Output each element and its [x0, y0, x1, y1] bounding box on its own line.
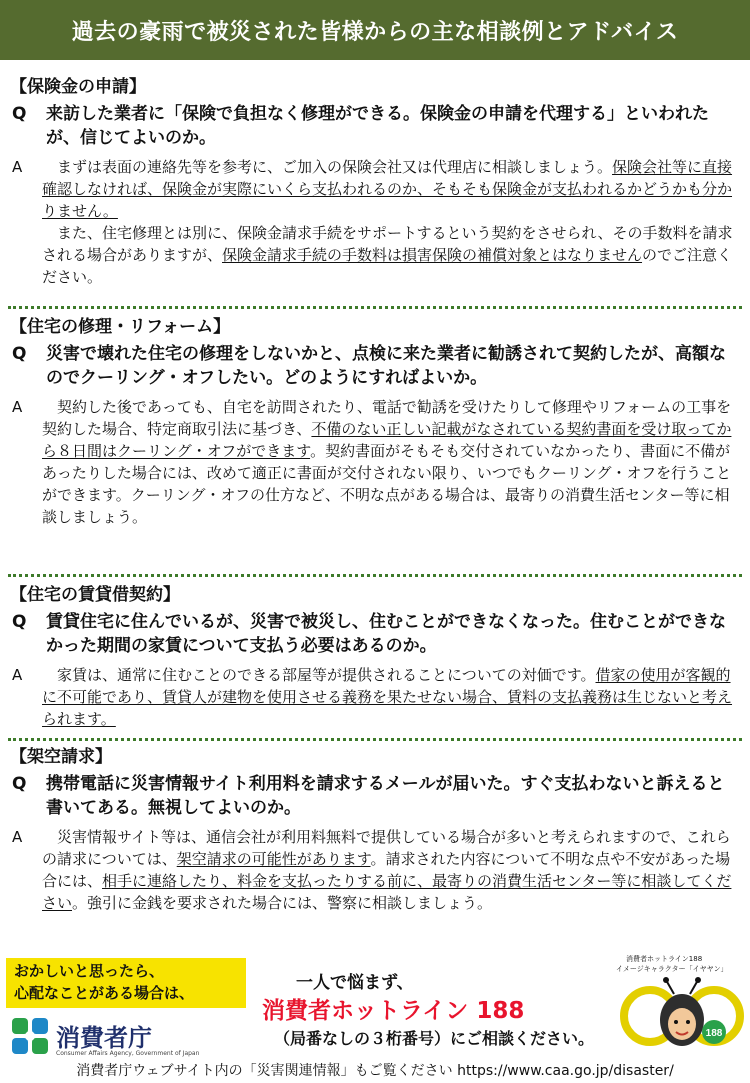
agency-english-name: Consumer Affairs Agency, Government of Japan	[56, 1050, 200, 1057]
answer-emphasis: 不備のない正しい記載がなされている契約書面を受け取ってから８日間はクーリング・オフができます	[42, 420, 732, 460]
question-mark: Q	[12, 612, 27, 632]
section-divider	[8, 574, 742, 577]
section-title: 【住宅の賃貸借契約】	[10, 585, 180, 605]
answer-text: まずは表面の連絡先等を参考に、ご加入の保険会社又は代理店に相談しましょう。	[57, 158, 613, 176]
section-title: 【架空請求】	[10, 747, 112, 767]
mascot-badge: 188	[705, 1028, 723, 1039]
mascot-character-icon	[620, 974, 744, 1056]
answer-mark: A	[12, 398, 23, 416]
agency-logo	[8, 1014, 208, 1064]
hotline-subtext: （局番なしの３桁番号）にご相談ください。	[274, 1029, 595, 1048]
footer-note: 消費者庁ウェブサイト内の「災害関連情報」もご覧ください https://www.caa.go.jp/disaster/	[76, 1063, 674, 1079]
question-text: 来訪した業者に「保険で負担なく修理ができる。保険金の申請を代理する」といわれたが、信じてよいのか。	[46, 104, 709, 148]
page-title-banner	[0, 0, 750, 60]
section-fake-billing	[10, 746, 738, 914]
section-insurance	[10, 76, 738, 288]
section-home-repair	[10, 316, 738, 528]
hotline-name: 消費者ホットライン 188	[262, 998, 525, 1024]
section-title: 【住宅の修理・リフォーム】	[10, 317, 231, 337]
answer-emphasis: 借家の使用が客観的に不可能であり、賃貸人が建物を使用させる義務を果たせない場合、賃料の支払義務は生じないと考えられます。	[42, 666, 733, 728]
answer-text: 。強引に金銭を要求された場合には、警察に相談しましょう。	[72, 894, 493, 912]
answer-text: のでご注意ください。	[42, 246, 733, 286]
section-title: 【保険金の申請】	[10, 77, 146, 97]
agency-mark-icon	[8, 1014, 52, 1058]
answer-mark: A	[12, 666, 23, 684]
mascot-caption: 消費者ホットライン188	[626, 955, 703, 963]
answer-block	[10, 826, 738, 914]
question-mark: Q	[12, 774, 27, 794]
page-title: 過去の豪雨で被災された皆様からの主な相談例とアドバイス	[71, 19, 679, 45]
answer-block	[10, 396, 738, 528]
hotline-lead: 一人で悩まず、	[296, 973, 414, 993]
answer-text: 。請求された内容について不明な点や不安があった場合には、	[42, 850, 731, 890]
question-block	[10, 772, 738, 820]
agency-name: 消費者庁	[56, 1024, 152, 1052]
answer-block	[10, 664, 738, 730]
answer-block	[10, 156, 738, 288]
answer-mark: A	[12, 828, 23, 846]
question-mark: Q	[12, 104, 27, 124]
question-block	[10, 342, 738, 390]
question-block	[10, 610, 738, 658]
question-mark: Q	[12, 344, 27, 364]
answer-text: 家賃は、通常に住むことのできる部屋等が提供されることについての対価です。	[57, 666, 596, 684]
answer-text: 契約した後であっても、自宅を訪問されたり、電話で勧誘を受けたりして修理やリフォームの工事を契約した場合、特定商取引法に基づき、	[42, 398, 732, 438]
question-text: 災害で壊れた住宅の修理をしないかと、点検に来た業者に勧誘されて契約したが、高額なのでクーリング・オフしたい。どのようにすればよいか。	[46, 344, 726, 388]
mascot-caption: イメージキャラクター「イヤヤン」	[616, 965, 728, 973]
answer-mark: A	[12, 158, 23, 176]
answer-emphasis: 相手に連絡したり、料金を支払ったりする前に、最寄りの消費生活センター等に相談してください	[42, 872, 732, 912]
section-divider	[8, 738, 742, 741]
answer-text: また、住宅修理とは別に、保険金請求手続をサポートするという契約をさせられ、その手数料を請求される場合がありますが、	[42, 224, 733, 264]
warning-line: おかしいと思ったら、	[14, 962, 165, 980]
answer-emphasis: 保険金請求手続の手数料は損害保険の補償対象とはなりません	[222, 246, 643, 264]
answer-emphasis: 保険会社等に直接確認しなければ、保険金が実際にいくら支払われるのか、そもそも保険金が支払われるかどうかも分かりません。	[42, 158, 733, 220]
question-block	[10, 102, 738, 150]
answer-emphasis: 架空請求の可能性があります	[176, 850, 371, 868]
answer-text: 。契約書面がそもそも交付されていなかったり、書面に不備があったりした場合には、改めて適正に書面が交付されない限り、いつでもクーリング・オフを行うことができます。クーリング・オフの仕方など、不明な点がある場合は、最寄りの消費生活センター等に相談しましょう。	[42, 442, 732, 526]
question-text: 携帯電話に災害情報サイト利用料を請求するメールが届いた。すぐ支払わないと訴えると書いてある。無視してよいのか。	[46, 774, 725, 818]
question-text: 賃貸住宅に住んでいるが、災害で被災し、住むことができなくなった。住むことができなかった期間の家賃について支払う必要はあるのか。	[46, 612, 726, 656]
warning-line: 心配なことがある場合は、	[14, 984, 195, 1002]
section-rental	[10, 584, 738, 730]
answer-text: 災害情報サイト等は、通信会社が利用料無料で提供している場合が多いと考えられますので、これらの請求については、	[42, 828, 731, 868]
section-divider	[8, 306, 742, 309]
warning-box	[6, 958, 246, 1008]
